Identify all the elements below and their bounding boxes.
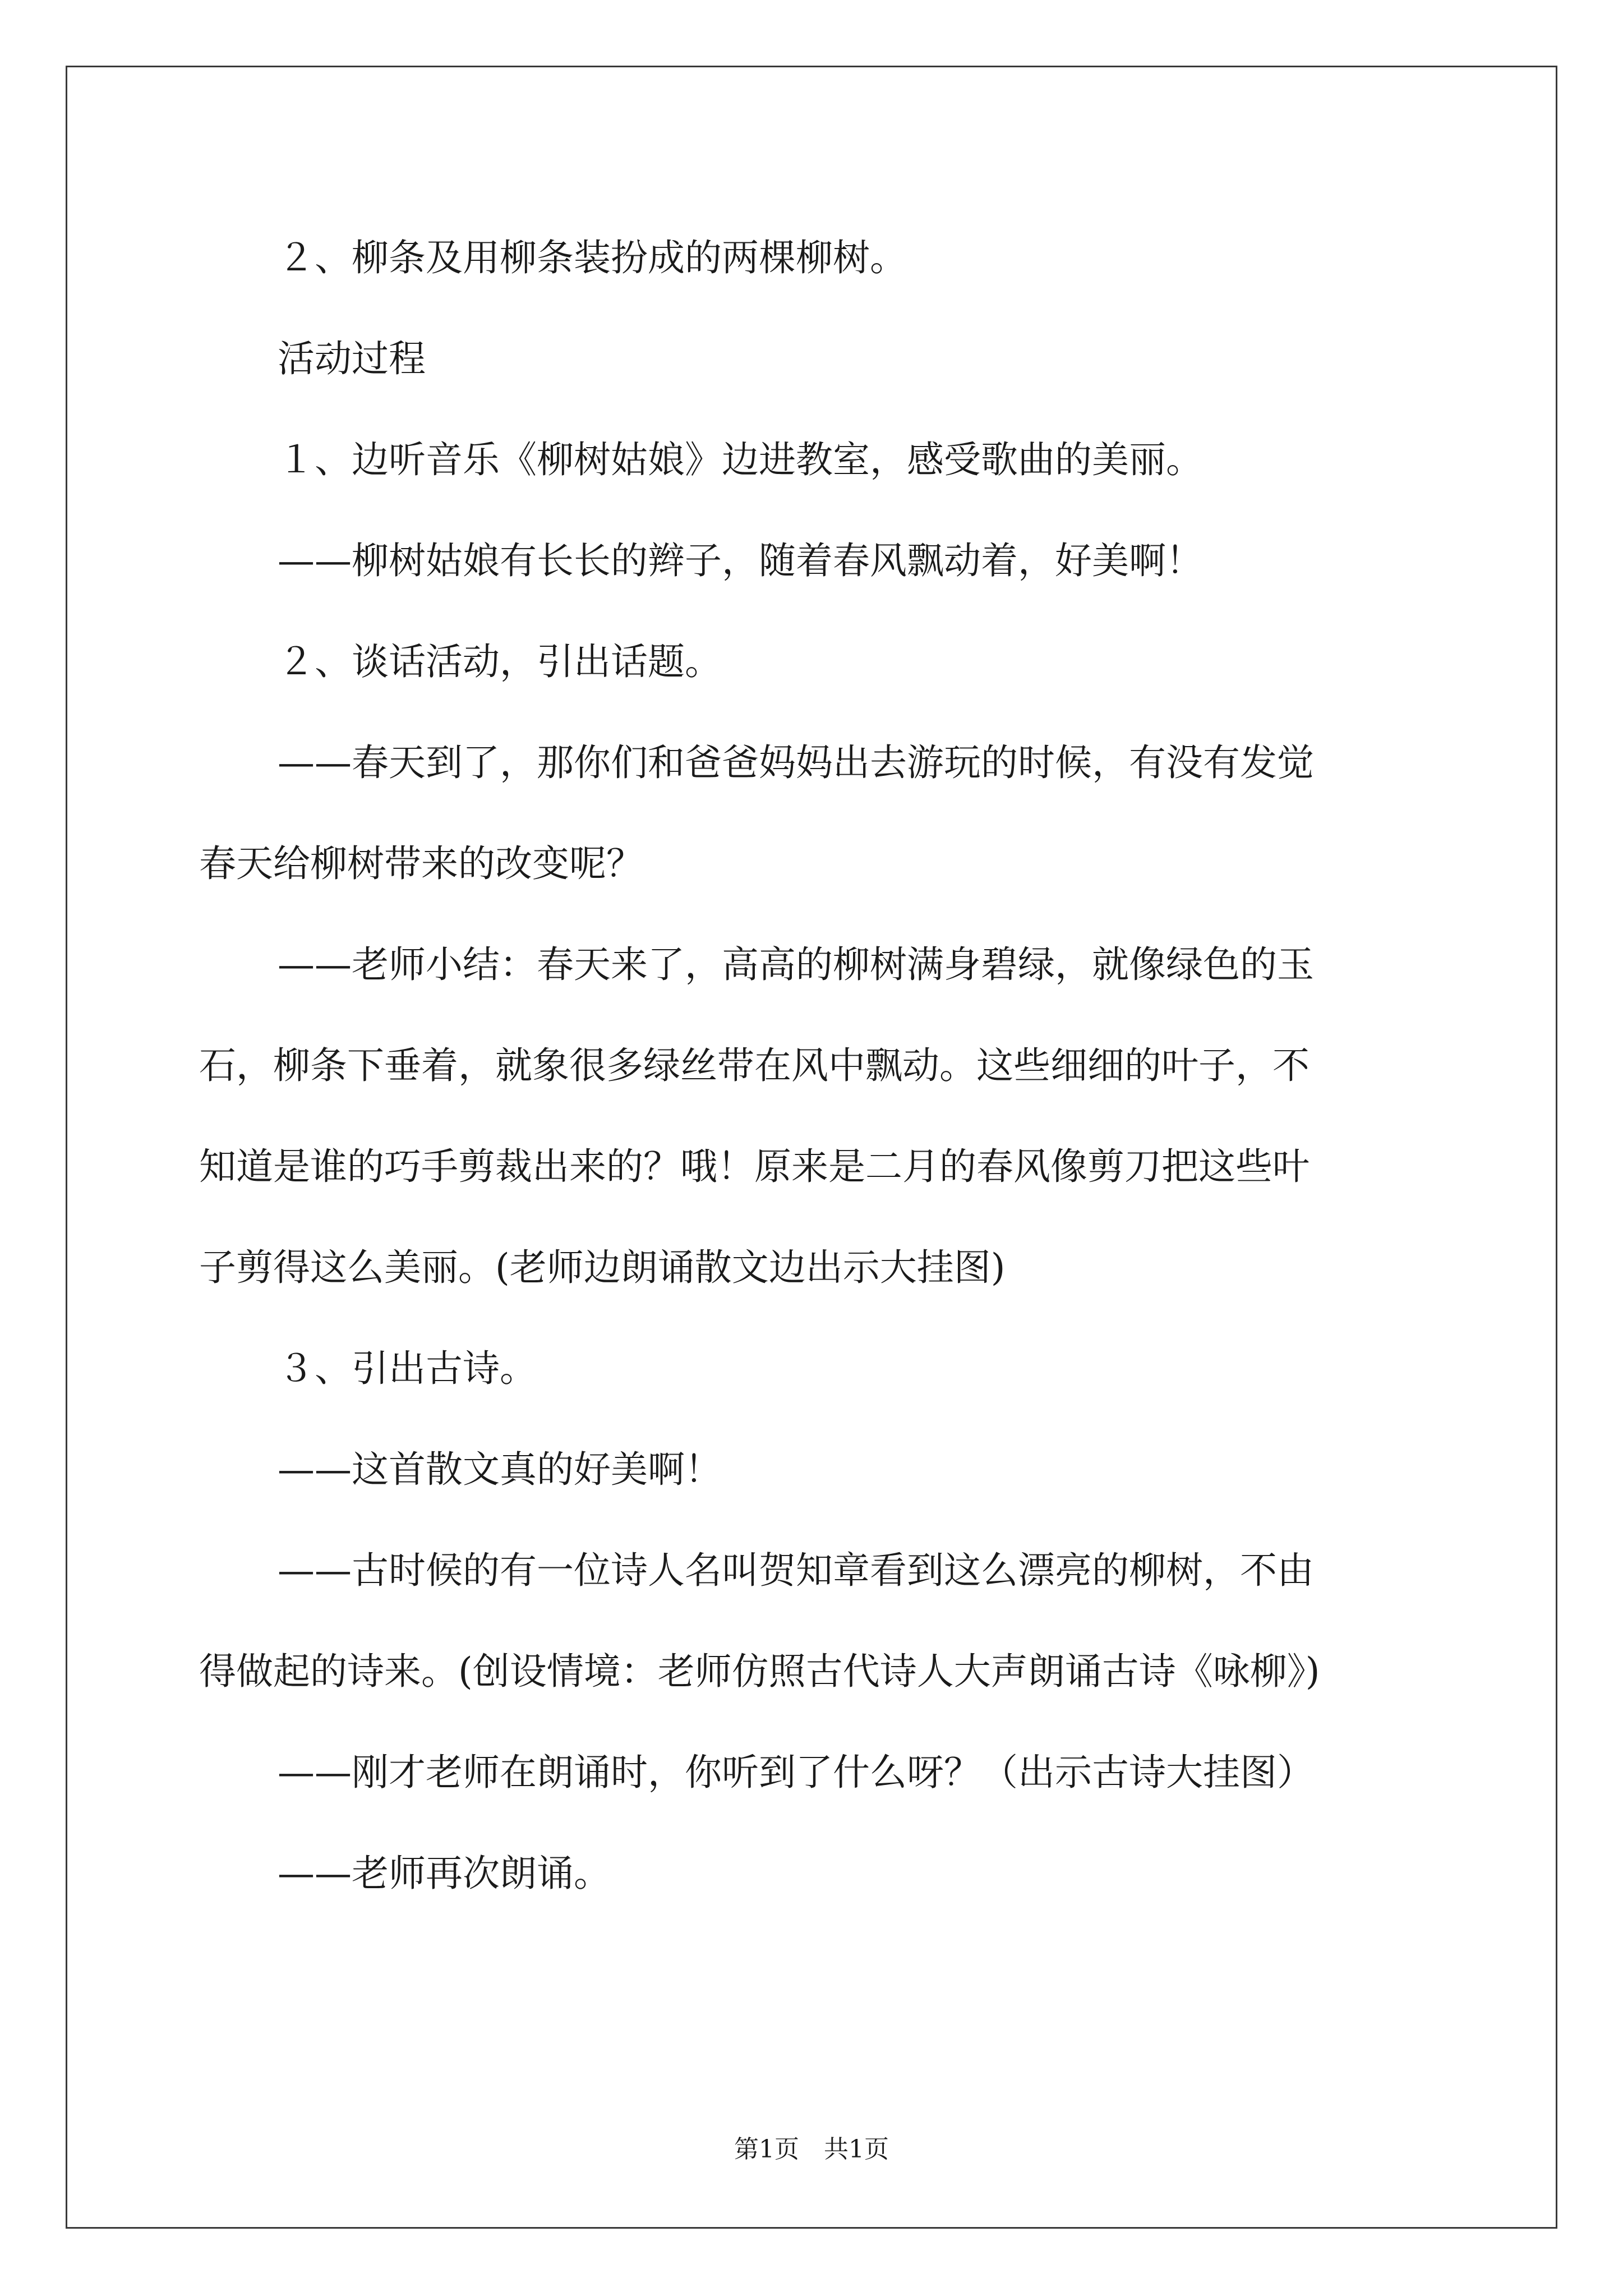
document-body <box>199 208 1433 1924</box>
paragraph-continuation: 子剪得这么美丽。(老师边朗诵散文边出示大挂图) <box>199 1246 1006 1289</box>
paragraph-continuation: 春天给柳树带来的改变呢？ <box>199 842 643 885</box>
paragraph: ２、谈话活动，引出话题。 <box>278 640 722 683</box>
paragraph-continuation: 石，柳条下垂着，就象很多绿丝带在风中飘动。这些细细的叶子，不 <box>199 1044 1310 1087</box>
paragraph-continuation: 得做起的诗来。(创设情境：老师仿照古代诗人大声朗诵古诗《咏柳》) <box>199 1650 1320 1693</box>
paragraph: ——老师再次朗诵。 <box>278 1852 611 1895</box>
paragraph: ——古时候的有一位诗人名叫贺知章看到这么漂亮的柳树，不由 <box>278 1549 1314 1592</box>
paragraph: ——柳树姑娘有长长的辫子，随着春风飘动着，好美啊！ <box>278 539 1203 582</box>
paragraph-continuation: 知道是谁的巧手剪裁出来的？哦！原来是二月的春风像剪刀把这些叶 <box>199 1145 1310 1188</box>
page-number-label: 第1页 共1页 <box>734 2135 889 2164</box>
paragraph: ——春天到了，那你们和爸爸妈妈出去游玩的时候，有没有发觉 <box>278 741 1314 784</box>
section-heading: 活动过程 <box>278 337 426 380</box>
paragraph: ——刚才老师在朗诵时，你听到了什么呀？（出示古诗大挂图） <box>278 1751 1314 1794</box>
paragraph: ３、引出古诗。 <box>278 1347 537 1390</box>
paragraph: １、边听音乐《柳树姑娘》边进教室，感受歌曲的美丽。 <box>278 438 1203 481</box>
paragraph: ——这首散文真的好美啊！ <box>278 1448 722 1491</box>
paragraph: ２、柳条及用柳条装扮成的两棵柳树。 <box>278 236 907 279</box>
paragraph: ——老师小结：春天来了，高高的柳树满身碧绿，就像绿色的玉 <box>278 943 1314 986</box>
page-footer <box>0 2129 1623 2165</box>
